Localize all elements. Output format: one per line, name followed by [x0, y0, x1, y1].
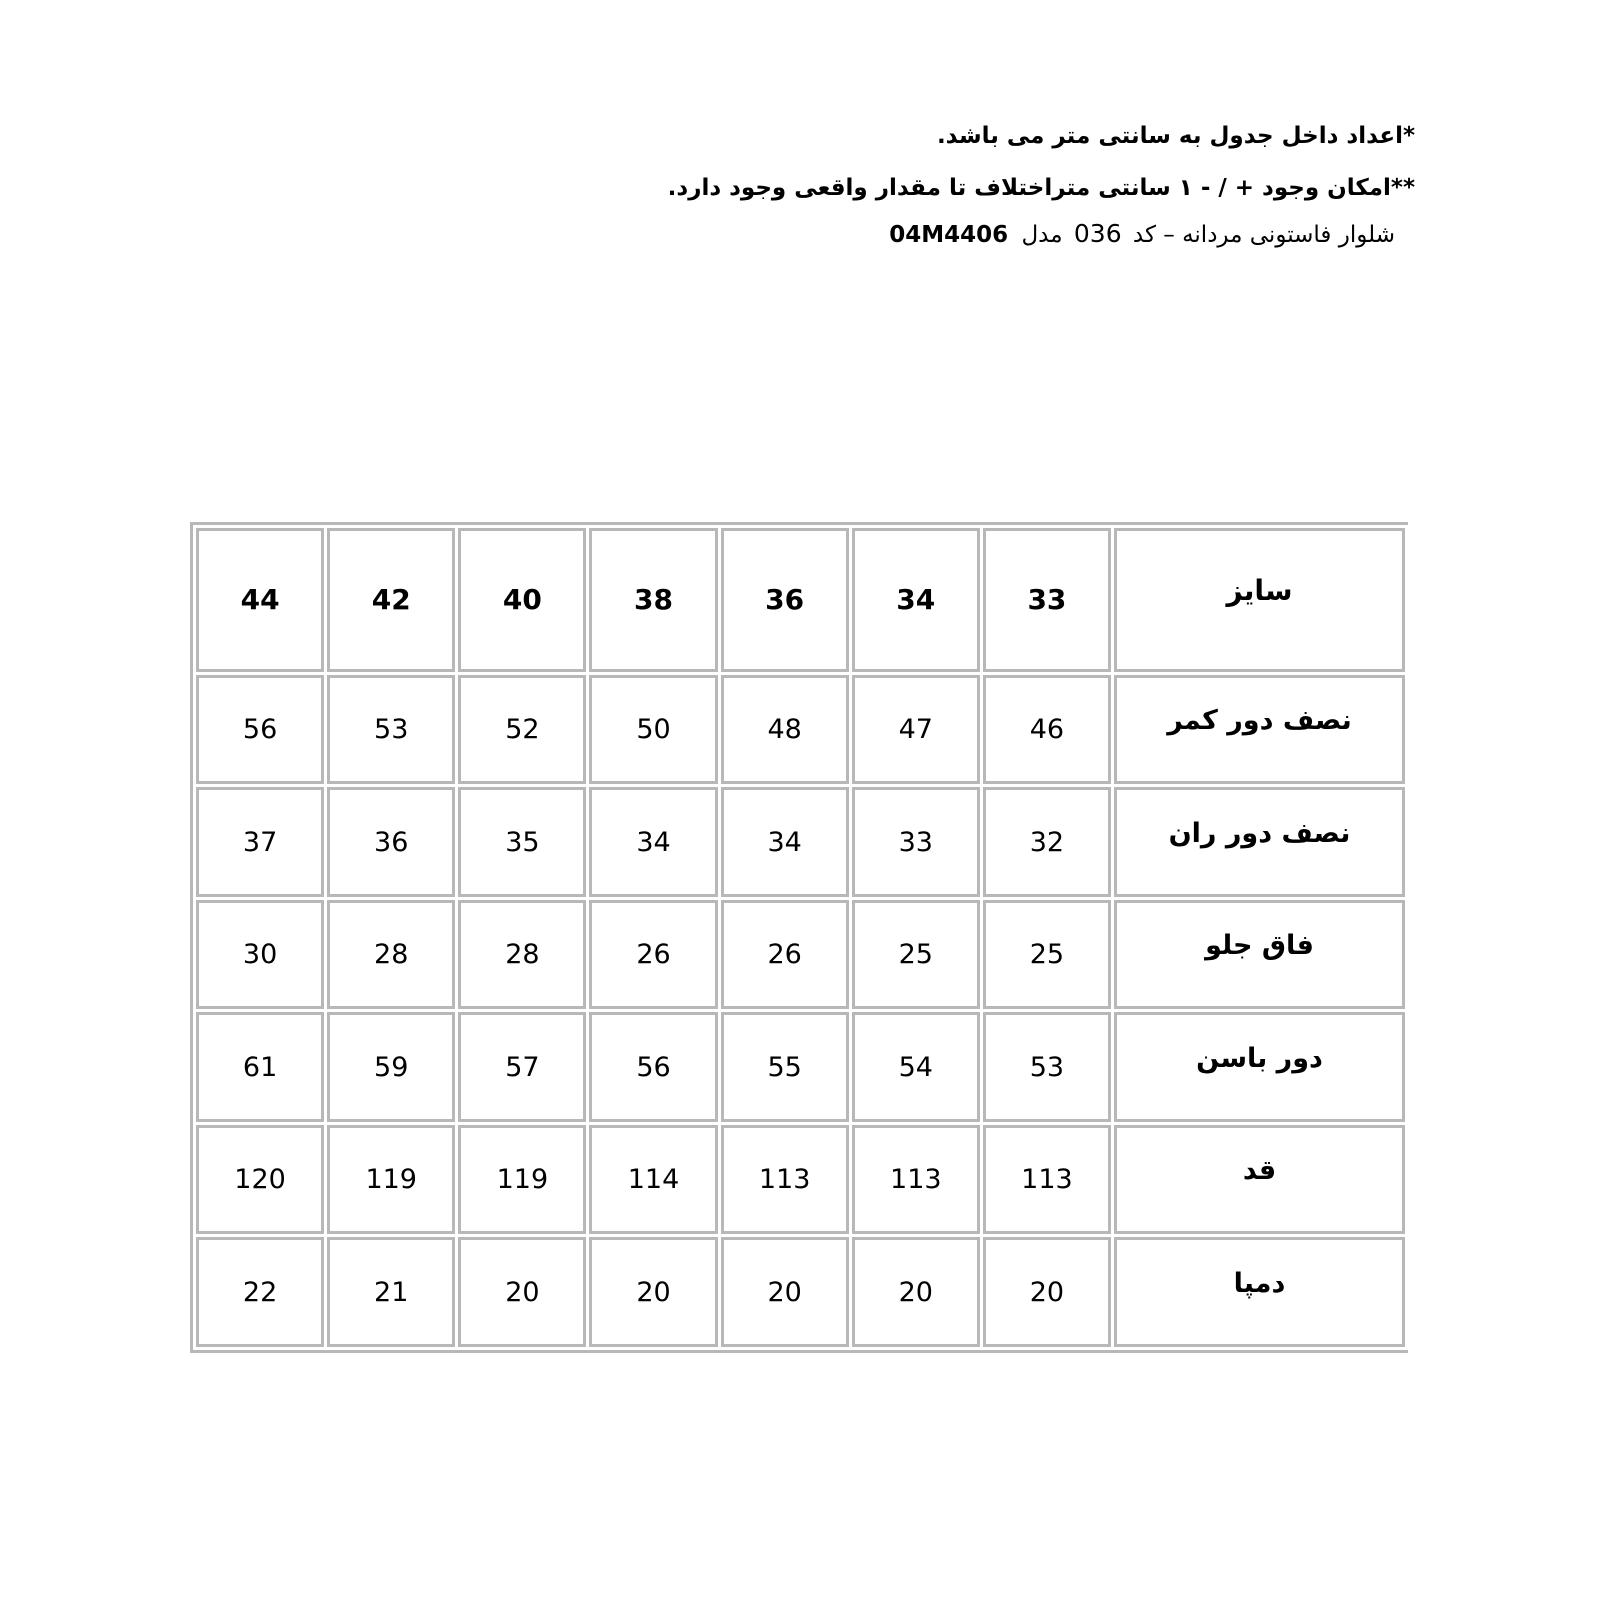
- value-cell: 25: [983, 900, 1111, 1010]
- value-cell: 119: [458, 1125, 586, 1235]
- model-number: 036: [1073, 219, 1122, 248]
- value-cell: 113: [852, 1125, 980, 1235]
- value-cell: 52: [458, 675, 586, 785]
- value-cell: 30: [196, 900, 324, 1010]
- value-cell: 113: [721, 1125, 849, 1235]
- value-cell: 28: [327, 900, 455, 1010]
- value-cell: 20: [458, 1237, 586, 1347]
- size-cell: 34: [852, 528, 980, 672]
- size-cell: 44: [196, 528, 324, 672]
- value-cell: 20: [852, 1237, 980, 1347]
- value-cell: 22: [196, 1237, 324, 1347]
- value-cell: 20: [589, 1237, 717, 1347]
- value-cell: 37: [196, 787, 324, 897]
- value-cell: 53: [327, 675, 455, 785]
- value-cell: 35: [458, 787, 586, 897]
- value-cell: 46: [983, 675, 1111, 785]
- value-cell: 20: [983, 1237, 1111, 1347]
- value-cell: 36: [327, 787, 455, 897]
- value-cell: 61: [196, 1012, 324, 1122]
- value-cell: 33: [852, 787, 980, 897]
- value-cell: 113: [983, 1125, 1111, 1235]
- table-row: [196, 1012, 1405, 1122]
- value-cell: 48: [721, 675, 849, 785]
- table-row: [196, 1125, 1405, 1235]
- row-label-cell: قد: [1114, 1125, 1405, 1235]
- table-row: [196, 1237, 1405, 1347]
- size-cell: 42: [327, 528, 455, 672]
- row-label-cell: فاق جلو: [1114, 900, 1405, 1010]
- value-cell: 119: [327, 1125, 455, 1235]
- value-cell: 26: [721, 900, 849, 1010]
- size-cell: 36: [721, 528, 849, 672]
- value-cell: 50: [589, 675, 717, 785]
- value-cell: 34: [589, 787, 717, 897]
- value-cell: 56: [196, 675, 324, 785]
- value-cell: 28: [458, 900, 586, 1010]
- value-cell: 54: [852, 1012, 980, 1122]
- size-cell: 33: [983, 528, 1111, 672]
- value-cell: 32: [983, 787, 1111, 897]
- row-label-cell: دور باسن: [1114, 1012, 1405, 1122]
- value-cell: 120: [196, 1125, 324, 1235]
- value-cell: 53: [983, 1012, 1111, 1122]
- row-label-cell: دمپا: [1114, 1237, 1405, 1347]
- value-cell: 26: [589, 900, 717, 1010]
- value-cell: 25: [852, 900, 980, 1010]
- value-cell: 55: [721, 1012, 849, 1122]
- row-label-cell: نصف دور کمر: [1114, 675, 1405, 785]
- value-cell: 57: [458, 1012, 586, 1122]
- value-cell: 20: [721, 1237, 849, 1347]
- header-label-cell: سایز: [1114, 528, 1405, 672]
- size-table: [190, 522, 1408, 1353]
- value-cell: 47: [852, 675, 980, 785]
- row-label-cell: نصف دور ران: [1114, 787, 1405, 897]
- note-units: *اعداد داخل جدول به سانتی متر می باشد.: [936, 123, 1415, 149]
- size-cell: 40: [458, 528, 586, 672]
- table-row: [196, 675, 1405, 785]
- value-cell: 34: [721, 787, 849, 897]
- table-header-row: [196, 528, 1405, 672]
- model-code: 04M4406: [889, 222, 1009, 248]
- note-tolerance: **امکان وجود + / - ۱ سانتی متراختلاف تا مقدار واقعی وجود دارد.: [667, 175, 1415, 201]
- model-title: [615, 214, 1395, 255]
- model-label: مدل: [1021, 222, 1063, 248]
- notes-block: [615, 110, 1415, 255]
- table-row: [196, 787, 1405, 897]
- value-cell: 59: [327, 1012, 455, 1122]
- value-cell: 114: [589, 1125, 717, 1235]
- table-row: [196, 900, 1405, 1010]
- value-cell: 56: [589, 1012, 717, 1122]
- value-cell: 21: [327, 1237, 455, 1347]
- model-prefix: شلوار فاستونی مردانه – کد: [1132, 222, 1395, 248]
- size-cell: 38: [589, 528, 717, 672]
